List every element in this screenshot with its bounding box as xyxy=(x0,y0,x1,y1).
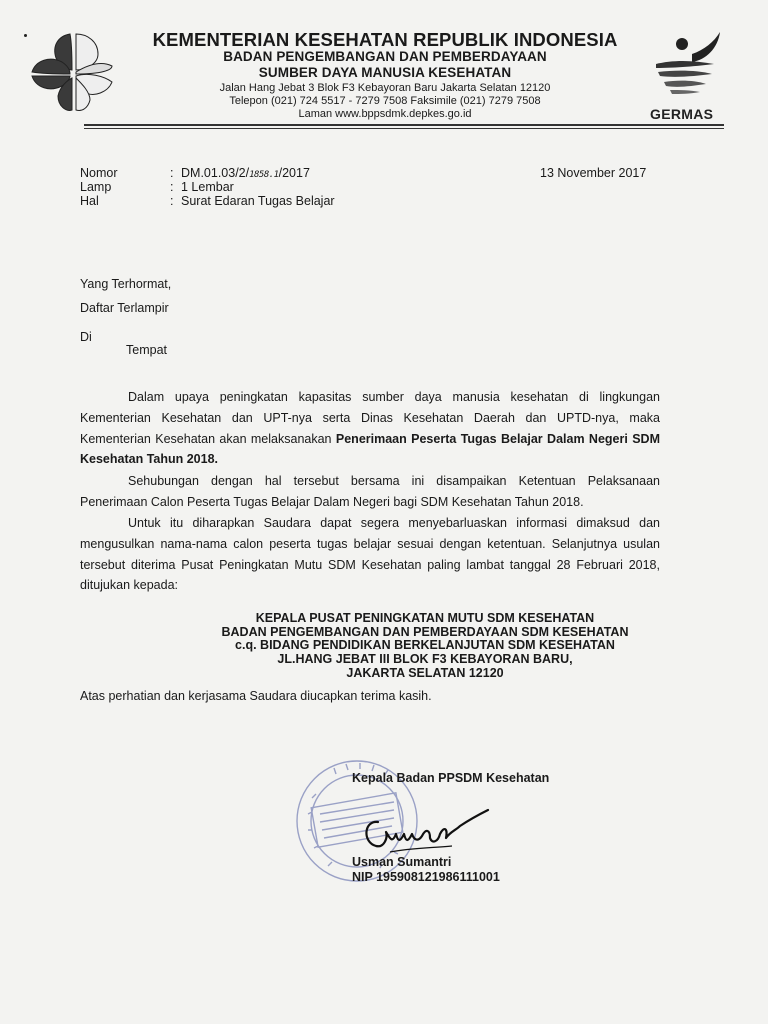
recipient-line-1: KEPALA PUSAT PENINGKATAN MUTU SDM KESEHATAN xyxy=(255,611,595,625)
tempat-line: Tempat xyxy=(126,343,167,357)
nomor-value: DM.01.03/2/1858.1/2017 xyxy=(181,166,310,180)
recipient-line-2: BADAN PENGEMBANGAN DAN PEMBERDAYAAN SDM KESEHATAN xyxy=(221,624,629,639)
hal-value: Surat Edaran Tugas Belajar xyxy=(181,194,335,208)
closing-text: Atas perhatian dan kerjasama Saudara diucapkan terima kasih. xyxy=(80,689,432,703)
recipient-line-3: c.q. BIDANG PENDIDIKAN BERKELANJUTAN SDM KESEHATAN xyxy=(235,638,615,653)
salutation-line: Yang Terhormat, xyxy=(80,277,172,291)
agency-name-line2: SUMBER DAYA MANUSIA KESEHATAN xyxy=(258,65,512,80)
recipient-address xyxy=(160,612,690,681)
agency-phone: Telepon (021) 724 5517 - 7279 7508 Faksimile (021) 7279 7508 xyxy=(229,95,541,107)
germas-logo-icon xyxy=(648,30,728,98)
agency-website: Laman www.bppsdmk.depkes.go.id xyxy=(298,108,472,120)
signatory-name: Usman Sumantri xyxy=(352,855,452,869)
signatory-title: Kepala Badan PPSDM Kesehatan xyxy=(352,771,550,785)
hal-colon: : xyxy=(170,194,174,208)
paragraph-3: Untuk itu diharapkan Saudara dapat segera menyebarluaskan informasi dimaksud dan mengusulkan nama-nama calon peserta tugas belajar sesuai dengan ketentuan. Selanjutnya usulan tersebut diterima Pusat Peningkatan Mutu SDM Kesehatan paling lambat tanggal 28 Februari 2018, ditujukan kepada: xyxy=(80,516,660,593)
hal-label: Hal xyxy=(80,194,99,208)
nomor-handwritten: 1858.1 xyxy=(249,170,279,180)
letterhead-rule-thin xyxy=(84,128,724,129)
ministry-name: KEMENTERIAN KESEHATAN REPUBLIK INDONESIA xyxy=(152,29,618,50)
letter-date: 13 November 2017 xyxy=(540,166,647,180)
germas-logo-text: GERMAS xyxy=(650,106,714,122)
handwritten-signature-icon xyxy=(360,808,490,858)
letterhead-rule-thick xyxy=(84,124,724,126)
lamp-label: Lamp xyxy=(80,180,112,194)
agency-name-line1: BADAN PENGEMBANGAN DAN PEMBERDAYAAN xyxy=(223,49,547,64)
paragraph-1: Dalam upaya peningkatan kapasitas sumber daya manusia kesehatan di lingkungan Kementerian Kesehatan dan UPT-nya serta Dinas Kesehatan Daerah dan UPTD-nya, maka Kementerian Kesehatan akan melaksanakan Penerimaan Peserta Tugas Belajar Dalam Negeri SDM Kesehatan Tahun 2018. xyxy=(80,390,660,467)
kemenkes-logo-icon xyxy=(28,28,116,116)
nomor-colon: : xyxy=(170,166,174,180)
lamp-value: 1 Lembar xyxy=(181,180,234,194)
signatory-nip: NIP 195908121986111001 xyxy=(352,870,500,884)
lamp-colon: : xyxy=(170,180,174,194)
nomor-label: Nomor xyxy=(80,166,118,180)
di-line: Di xyxy=(80,330,92,344)
paragraph-2: Sehubungan dengan hal tersebut bersama ini disampaikan Ketentuan Pelaksanaan Penerimaan Calon Peserta Tugas Belajar Dalam Negeri bagi SDM Kesehatan Tahun 2018. xyxy=(80,474,660,509)
addressee-line: Daftar Terlampir xyxy=(80,301,169,315)
recipient-line-4: JL.HANG JEBAT III BLOK F3 KEBAYORAN BARU, xyxy=(277,652,573,667)
paragraph-1-bold: Penerimaan Peserta Tugas Belajar Dalam Negeri SDM Kesehatan Tahun 2018. xyxy=(80,431,660,467)
agency-address: Jalan Hang Jebat 3 Blok F3 Kebayoran Baru Jakarta Selatan 12120 xyxy=(219,82,551,94)
recipient-line-5: JAKARTA SELATAN 12120 xyxy=(346,665,504,680)
